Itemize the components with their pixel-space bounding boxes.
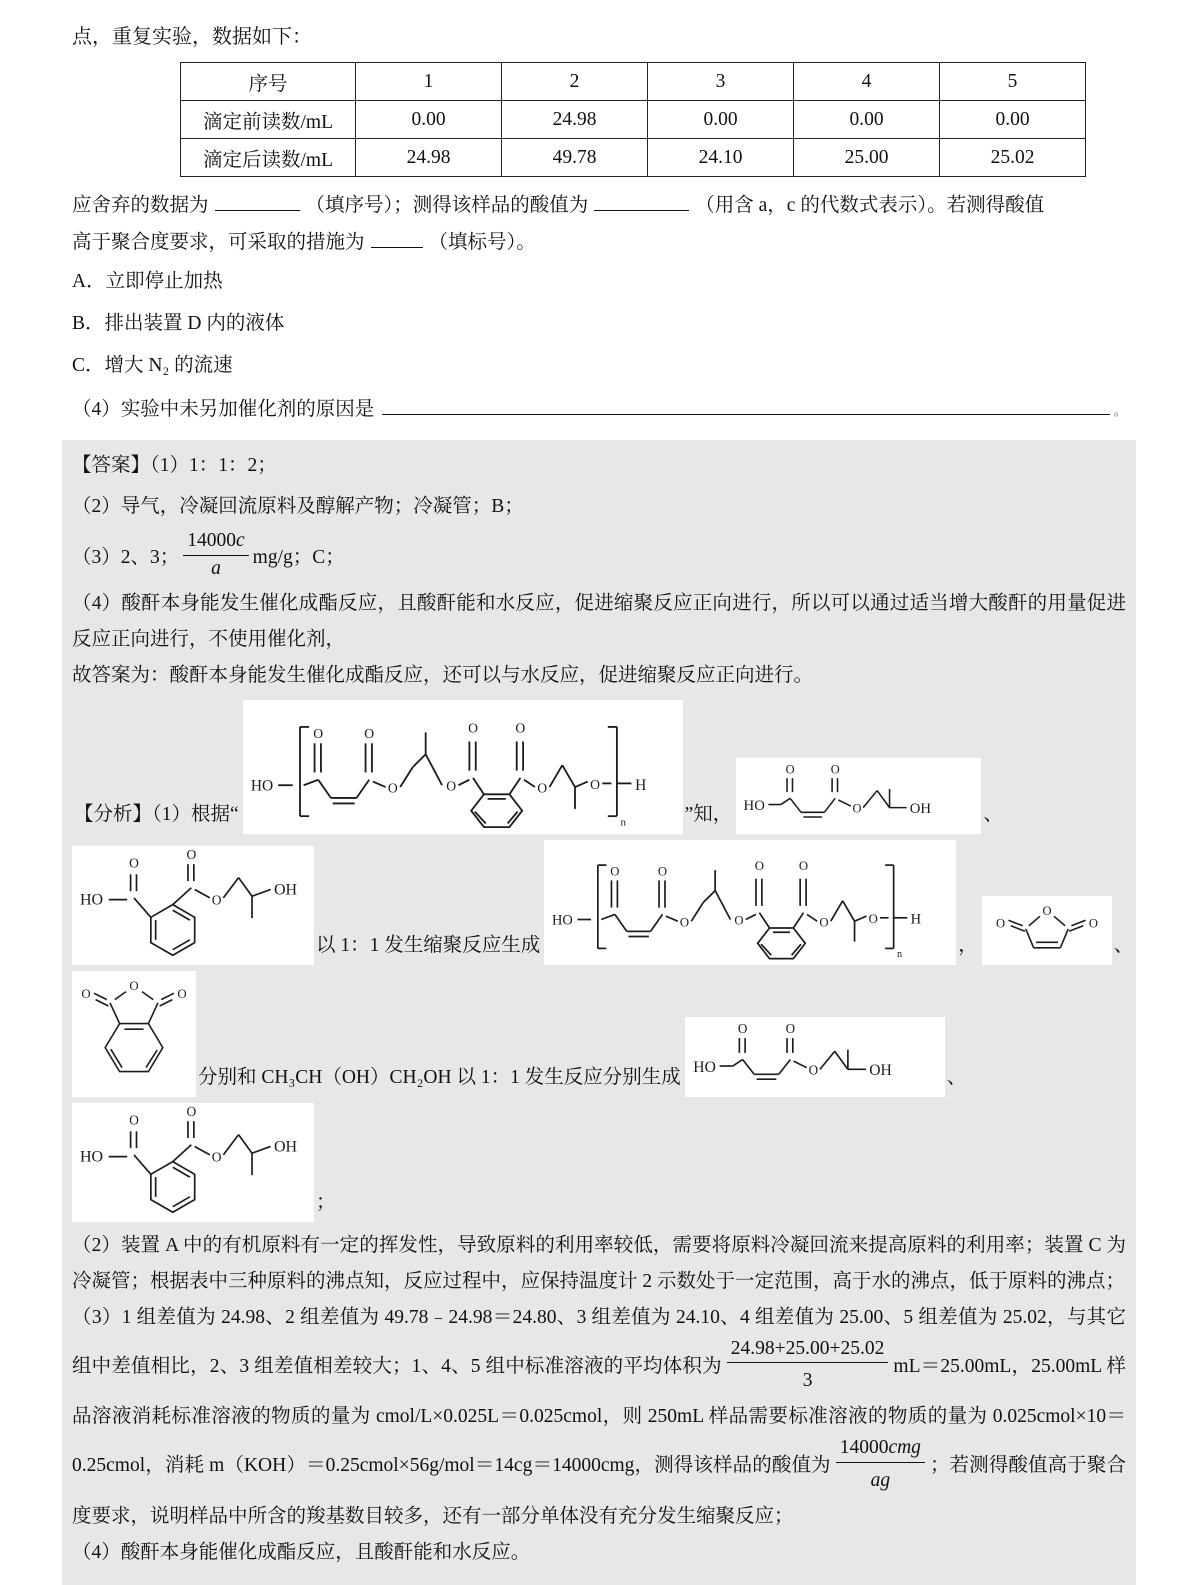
table-row: [181, 101, 1086, 139]
analysis-paragraph-4: （4）酸酐本身能催化成酯反应，且酸酐能和水反应。: [72, 1541, 531, 1563]
list-separator: ，: [958, 935, 978, 956]
table-cell: 0.00: [648, 101, 794, 139]
option-c: C．增大 N₂ 的流速: [72, 355, 233, 376]
table-header-cell: 4: [794, 63, 940, 101]
table-row-label: 滴定前读数/mL: [181, 101, 356, 139]
table-cell: 25.00: [794, 139, 940, 177]
table-header-cell: 5: [940, 63, 1086, 101]
table-header-cell: 序号: [181, 63, 356, 101]
table-cell: 0.00: [940, 101, 1086, 139]
table-cell: 24.98: [502, 101, 648, 139]
table-row: [181, 63, 1086, 101]
table-header-cell: 2: [502, 63, 648, 101]
list-separator: 、: [946, 1067, 967, 1088]
answer-line-1: 【答案】（1）1：1：2；: [72, 455, 277, 476]
question-text: 应舍弃的数据为: [72, 195, 209, 216]
maleic-acid-monoester-structure-image: [685, 1017, 945, 1097]
table-cell: 0.00: [356, 101, 502, 139]
fraction-acid-value: 14000cmg ag: [836, 1435, 925, 1498]
titration-data-table: [180, 62, 1086, 177]
analysis-row-4: [72, 1103, 1126, 1222]
fraction-average-volume: $\frac{24.98+25.00+25.02}{3}$: [727, 1336, 889, 1399]
period-mark: 。: [1113, 404, 1126, 418]
table-cell: 24.10: [648, 139, 794, 177]
table-header-cell: 3: [648, 63, 794, 101]
fraction-14000c-over-a: $\frac{14000c}{a}$: [183, 528, 248, 582]
intro-line: 点，重复实验，数据如下：: [72, 26, 312, 48]
list-separator: 、: [1113, 935, 1134, 956]
table-cell: 25.02: [940, 139, 1086, 177]
phthalic-anhydride-structure-image: [72, 971, 196, 1097]
analysis-text: mL＝25.00mL，: [893, 1356, 1032, 1378]
question-text: （4）实验中未另加催化剂的原因是: [72, 399, 375, 420]
question-4-line: [72, 391, 1126, 430]
table-header-cell: 1: [356, 63, 502, 101]
analysis-row-1: [72, 700, 1126, 834]
answer-line-4: （4）酸酐本身能发生催化成酯反应，且酸酐能和水反应，促进缩聚反应正向进行，所以可以通过适当增大酸酐的用量促进反应正向进行，不使用催化剂，: [72, 593, 1126, 650]
question-text: （用含 a，c 的代数式表示）。若测得酸值: [695, 195, 1045, 216]
list-separator: 、: [983, 804, 1003, 825]
question-text: （填序号）；测得该样品的酸值为: [305, 195, 589, 216]
table-row-label: 滴定后读数/mL: [181, 139, 356, 177]
answer-line-2: （2）导气，冷凝回流原料及醇解产物；冷凝管；B；: [72, 496, 524, 517]
analysis-text: ；若测得酸值高于聚合度要求，说明样品中所含的羧基数目较多，还有一部分单体没有充分发生缩聚反应；: [72, 1455, 1126, 1527]
answer-blank: [594, 191, 689, 212]
answer-blank: [215, 191, 300, 212]
option-a: A．立即停止加热: [72, 271, 223, 292]
phthalic-acid-monoester-structure-image: [72, 846, 314, 965]
answer-text: mg/g；C；: [252, 547, 345, 568]
question-fill-blanks: [72, 187, 1126, 261]
maleic-anhydride-structure-image: [982, 896, 1112, 965]
table-cell: 0.00: [794, 101, 940, 139]
answer-line-5: 故答案为：酸酐本身能发生催化成酯反应，还可以与水反应，促进缩聚反应正向进行。: [72, 665, 814, 686]
analysis-row-3: [72, 971, 1126, 1097]
analysis-row-2: [72, 840, 1134, 965]
analysis-text: ”知，: [684, 804, 733, 825]
analysis-text: 分别和 CH₃CH（OH）CH₂OH 以 1：1 发生反应分别生成: [198, 1067, 681, 1088]
answer-line-3: [72, 524, 1126, 586]
table-cell: 24.98: [356, 139, 502, 177]
analysis-paragraph-2: （2）装置 A 中的有机原料有一定的挥发性，导致原料的利用率较低，需要将原料冷凝回流来提高原料的利用率；装置 C 为冷凝管；根据表中三种原料的沸点知，反应过程中，应保持温度计 2 示数处于一定范围，高于水的沸点，低于原料的沸点；: [72, 1235, 1126, 1292]
analysis-text: 以 1：1 发生缩聚反应生成: [316, 935, 541, 956]
polyester-repeat-unit-structure-image: [544, 840, 956, 965]
table-row: [181, 139, 1086, 177]
question-text: 高于聚合度要求，可采取的措施为: [72, 232, 365, 253]
analysis-paragraph-3: [72, 1300, 1126, 1535]
answer-analysis-block: [62, 440, 1136, 1585]
analysis-text: （3）1 组差值为 24.98、2 组差值为 49.78﹣24.98＝24.80、3 组差值为 24.10、4 组差值为 25.00、5 组差值为 25.02，与其它组中差值相比，2、3 组差值相差较大；1、4、5 组中标准溶液的平均体积为: [72, 1307, 1126, 1378]
analysis-text: 25.00mL 样品溶液消耗标准溶液的物质的量为 cmol/L×0.025L＝0.025cmol，则 250mL 样品需要标准溶液的物质的量为 0.025cmol×10＝0.25cmol，消耗 m（KOH）＝0.25cmol×56g/mol＝14cg＝14000cmg，测得该样品的酸值为: [72, 1356, 1127, 1477]
phthalic-acid-monoester-structure-image: [72, 1103, 314, 1222]
question-text: （填标号）。: [428, 232, 536, 253]
polyester-repeat-unit-structure-image: [243, 700, 683, 834]
option-b: B．排出装置 D 内的液体: [72, 313, 285, 334]
list-separator: ；: [316, 1192, 336, 1213]
table-cell: 49.78: [502, 139, 648, 177]
answer-text: （3）2、3；: [72, 547, 180, 568]
maleic-acid-monoester-structure-image: [736, 758, 981, 834]
answer-blank: [371, 228, 423, 249]
analysis-text: 【分析】（1）根据“: [74, 804, 239, 825]
answer-blank-long: [382, 395, 1110, 416]
